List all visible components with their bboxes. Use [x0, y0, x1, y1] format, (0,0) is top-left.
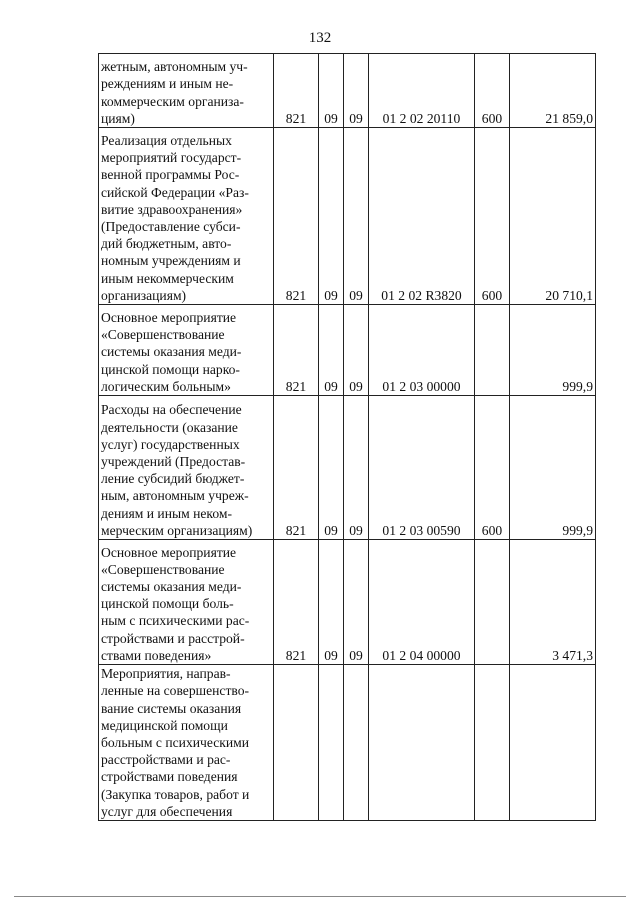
section-code: 09 [319, 396, 344, 540]
expense-type-code: 600 [475, 128, 510, 305]
row-name: Реализация отдельных мероприятий государст- венной программы Рос- сийской Федерации «Раз- витие здравоохранения» (Предоставление субси- дий бюджетным, авто- номным учреждениям и иным некоммерческим организациям) [99, 128, 274, 305]
row-name: Мероприятия, направ- ленные на совершенство- вание системы оказания медицинской помощи больным с психическими расстройствами и рас- стройствами поведения (Закупка товаров, работ и услуг для обеспечения [99, 665, 274, 821]
subsection-code: 09 [344, 305, 369, 396]
amount: 999,9 [510, 305, 596, 396]
target-article-code: 01 2 04 00000 [369, 540, 475, 665]
ministry-code: 821 [274, 128, 319, 305]
expense-type-code [475, 305, 510, 396]
amount: 21 859,0 [510, 54, 596, 128]
amount: 999,9 [510, 396, 596, 540]
target-article-code [369, 665, 475, 821]
expense-type-code [475, 665, 510, 821]
row-name: Основное мероприятие «Совершенствование системы оказания меди- цинской помощи нарко- логическим больным» [99, 305, 274, 396]
ministry-code: 821 [274, 54, 319, 128]
ministry-code: 821 [274, 305, 319, 396]
amount: 3 471,3 [510, 540, 596, 665]
target-article-code: 01 2 02 20110 [369, 54, 475, 128]
target-article-code: 01 2 03 00000 [369, 305, 475, 396]
subsection-code: 09 [344, 540, 369, 665]
section-code: 09 [319, 54, 344, 128]
table-row [99, 54, 596, 128]
ministry-code [274, 665, 319, 821]
row-name: Расходы на обеспечение деятельности (оказание услуг) государственных учреждений (Предостав- ление субсидий бюджет- ным, автономным учреж- дениям и иным неком- мерческим организациям) [99, 396, 274, 540]
expense-type-code: 600 [475, 396, 510, 540]
row-name: жетным, автономным уч- реждениям и иным не- коммерческим организа- циям) [99, 54, 274, 128]
expense-type-code: 600 [475, 54, 510, 128]
amount: 20 710,1 [510, 128, 596, 305]
section-code [319, 665, 344, 821]
section-code: 09 [319, 305, 344, 396]
expense-type-code [475, 540, 510, 665]
table-row [99, 128, 596, 305]
table-row [99, 305, 596, 396]
table-row [99, 665, 596, 821]
page-bottom-rule [14, 896, 626, 897]
subsection-code [344, 665, 369, 821]
amount [510, 665, 596, 821]
table-row [99, 540, 596, 665]
section-code: 09 [319, 128, 344, 305]
section-code: 09 [319, 540, 344, 665]
target-article-code: 01 2 02 R3820 [369, 128, 475, 305]
ministry-code: 821 [274, 540, 319, 665]
table-row [99, 396, 596, 540]
row-name: Основное мероприятие «Совершенствование системы оказания меди- цинской помощи боль- ным с психическими рас- стройствами и расстрой- ствами поведения» [99, 540, 274, 665]
budget-table [98, 53, 596, 821]
ministry-code: 821 [274, 396, 319, 540]
subsection-code: 09 [344, 54, 369, 128]
target-article-code: 01 2 03 00590 [369, 396, 475, 540]
subsection-code: 09 [344, 396, 369, 540]
subsection-code: 09 [344, 128, 369, 305]
page-number: 132 [308, 30, 332, 46]
